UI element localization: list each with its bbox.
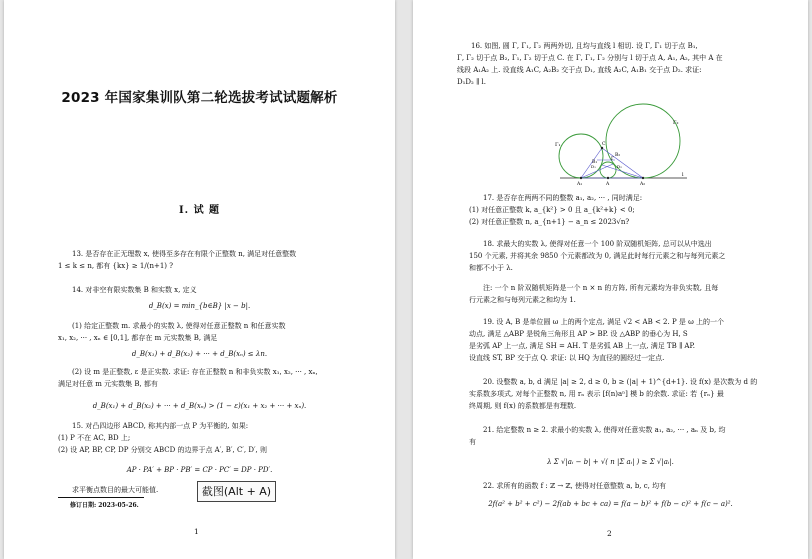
label-a: A: [606, 182, 610, 187]
label-d2: D₂: [617, 164, 622, 169]
section-heading: I. 试 题: [178, 205, 221, 216]
problem-14: 14. 对非空有限实数集 B 和实数 x, 定义: [72, 286, 197, 294]
problem-15: 15. 对凸四边形 ABCD, 称其内部一点 P 为平衡的, 如果: (1) P 不在 AC, BD 上; (2) 设 AP, BP, CP, DP 分别交 ABCD 的边界于点 A′, B′, C′, D′, 则: [58, 422, 267, 454]
problem-20: 20. 设整数 a, b, d 满足 |a| ≥ 2, d ≥ 0, b ≥ (|a| + 1)^{d+1}. 设 f(x) 是次数为 d 的 实系数多项式, 对每个正整数 n, 用 rₙ 表示 [f(n)aⁿ] 模 b 的余数. 求证: 若 {rₙ} 最 终周期, 则 f(x) 的系数都是有理数.: [469, 378, 758, 410]
label-gamma1: Γ₁: [555, 142, 561, 148]
formula-14a: d_B(x) = min_{b∈B} |x − b|.: [148, 302, 251, 310]
point-a: [607, 177, 609, 179]
note-18: 注: 一个 n 阶双随机矩阵是一个 n × n 的方阵, 所有元素均为非负实数, 且每 行元素之和与每列元素之和均为 1.: [469, 284, 719, 304]
problem-16: 16. 如图, 圆 Γ, Γ₁, Γ₂ 两两外切, 且均与直线 l 相切. 设 Γ, Γ₁ 切于点 B₁, Γ, Γ₂ 切于点 B₂, Γ₁, Γ₂ 切于点 C. 在 Γ, Γ₁, Γ₂ 分别与 l 切于点 A, A₁, A₂, 其中 A 在 线段 A₁A₂ 上. 设直线 A₁C, A₂B₂ 交于点 D₁, 直线 A₂C, A₁B₁ 交于点 D₂. 求证: D₁D₂ ∥ l.: [457, 42, 723, 86]
geometry-figure: [555, 98, 691, 188]
label-line-l: l: [682, 172, 684, 178]
problem-22: 22. 求所有的函数 f : ℤ → ℤ, 使得对任意整数 a, b, c, 均有: [483, 482, 667, 490]
problem-18: 18. 求最大的实数 λ, 使得对任意一个 100 阶双随机矩阵, 总可以从中选出 150 个元素, 并将其余 9850 个元素都改为 0, 满足此时每行元素之和与每列元素之 和都不小于 λ.: [469, 240, 726, 272]
label-gamma: Γ: [611, 157, 615, 162]
footnote-rule: [58, 497, 144, 498]
page-number: 1: [194, 527, 199, 536]
problem-14-part1: (1) 给定正整数 m. 求最小的实数 λ, 使得对任意正整数 n 和任意实数 x₁, x₂, ··· , xₙ ∈ [0,1], 都存在 m 元实数集 B, 满足: [58, 322, 286, 342]
footnote: 修订日期: 2023-05-26.: [70, 502, 139, 509]
circle-gamma: [600, 162, 616, 178]
label-b2: B₂: [615, 153, 621, 158]
problem-21: 21. 给定整数 n ≥ 2. 求最小的实数 λ, 使得对任意实数 a₁, a₂, ··· , aₙ 及 b, 均 有: [469, 426, 726, 446]
screenshot-tooltip[interactable]: 截图(Alt + A): [197, 481, 276, 502]
formula-15: AP · PA′ + BP · PB′ = CP · PC′ = DP · PD′.: [126, 466, 273, 474]
formula-14c: d_B(x₁) + d_B(x₂) + ··· + d_B(xₙ) > (1 − ε)(x₁ + x₂ + ··· + xₙ).: [92, 402, 307, 410]
problem-13: 13. 是否存在正无理数 x, 使得至多存在有限个正整数 n, 满足对任意整数 1 ≤ k ≤ n, 都有 {kx} ≥ 1/(n+1) ?: [58, 250, 297, 270]
point-a1: [580, 177, 582, 179]
document-title: 2023 年国家集训队第二轮选拔考试试题解析: [61, 90, 338, 106]
problem-17: 17. 是否存在两两不同的整数 a₁, a₂, ··· , 同时满足: (1) 对任意正整数 k, a_{k²} > 0 且 a_{k²+k} < 0; (2) 对任意正整数 n, a_{n+1} − a_n ≤ 2023√n?: [469, 194, 643, 226]
label-b1: B₁: [592, 160, 598, 165]
problem-15-question: 求平衡点数目的最大可能值.: [72, 486, 159, 494]
line-a2b2: [602, 165, 643, 178]
label-c: C: [602, 142, 606, 147]
label-d1: D₁: [591, 164, 596, 169]
point-a2: [642, 177, 644, 179]
formula-14b: d_B(x₁) + d_B(x₂) + ··· + d_B(xₙ) ≤ λn.: [131, 350, 268, 358]
problem-19: 19. 设 A, B 是单位圆 ω 上的两个定点, 满足 √2 < AB < 2. P 是 ω 上的一个 动点, 满足 △ABP 是锐角三角形且 AP > BP. 设 △ABP 的垂心为 H, S 是劣弧 AP 上一点, 满足 SH = AH. T 是劣弧 AB 上一点, 满足 TB ∥ AP. 设直线 ST, BP 交于点 Q. 求证: 以 HQ 为直径的圆经过一定点.: [469, 318, 725, 362]
document-page-1: [4, 0, 395, 559]
point-c: [601, 147, 603, 149]
page-number: 2: [607, 529, 612, 538]
label-a1: A₁: [577, 182, 583, 187]
problem-14-part2: (2) 设 m 是正整数, ε 是正实数. 求证: 存在正整数 n 和非负实数 x₁, x₂, ··· , xₙ, 满足对任意 m 元实数集 B, 都有: [58, 368, 318, 388]
document-page-2: [413, 0, 808, 559]
line-a2c: [602, 148, 643, 178]
formula-22: 2f(a² + b² + c²) − 2f(ab + bc + ca) = f(a − b)² + f(b − c)² + f(c − a)².: [488, 500, 733, 508]
label-a2: A₂: [640, 182, 646, 187]
label-gamma2: Γ₂: [673, 120, 679, 126]
formula-21: λ Σ √|aᵢ − b| + √( n |Σ aᵢ| ) ≥ Σ √|aᵢ|.: [547, 458, 674, 466]
